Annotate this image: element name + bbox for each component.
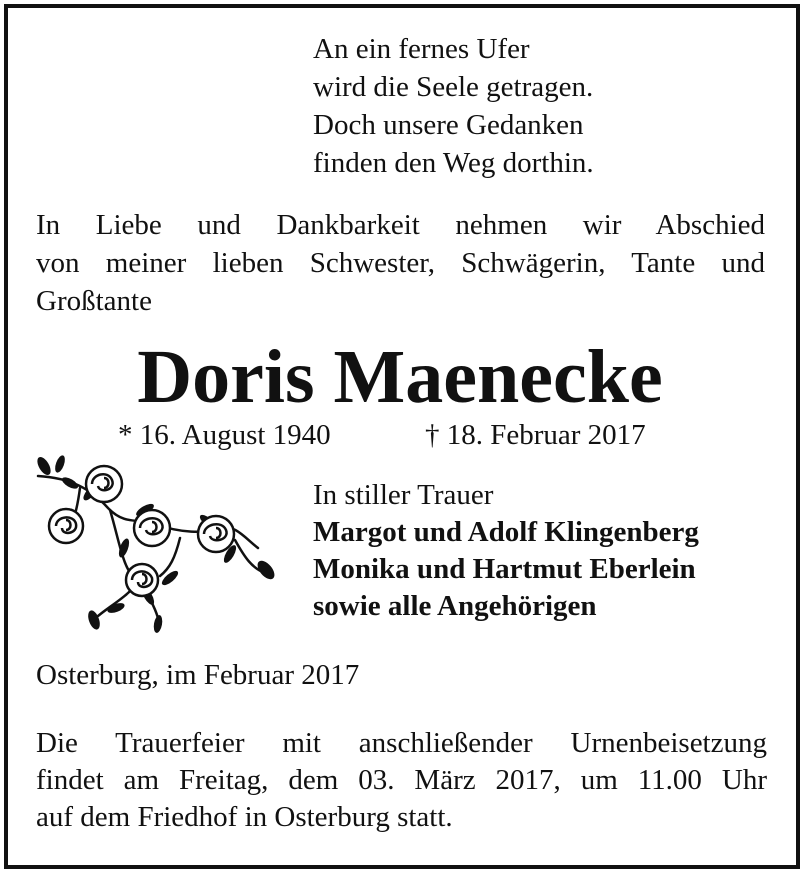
deceased-name: Doris Maenecke — [137, 335, 663, 419]
mourner-name: sowie alle Angehörigen — [313, 590, 597, 622]
poem-line: An ein fernes Ufer — [313, 33, 530, 65]
funeral-info — [36, 725, 767, 836]
intro-line: In Liebe und Dankbarkeit nehmen wir Abschied — [36, 209, 765, 241]
mourner-name: Monika und Hartmut Eberlein — [313, 553, 696, 585]
poem-line: Doch unsere Gedanken — [313, 109, 584, 141]
intro-line: Großtante — [36, 285, 152, 317]
mourner-name: Margot und Adolf Klingenberg — [313, 516, 699, 548]
place-date: Osterburg, im Februar 2017 — [36, 659, 360, 691]
intro-line: von meiner lieben Schwester, Schwägerin, Tante und — [36, 247, 765, 279]
intro-text — [36, 206, 765, 320]
birth-date: * 16. August 1940 — [118, 419, 331, 451]
death-date: † 18. Februar 2017 — [425, 419, 646, 451]
poem-line: finden den Weg dorthin. — [313, 147, 594, 179]
mourners-intro: In stiller Trauer — [313, 479, 494, 511]
poem — [313, 30, 594, 182]
roses-branch-icon — [30, 448, 290, 638]
mourners-block — [313, 477, 699, 625]
funeral-line: findet am Freitag, dem 03. März 2017, um 11.00 Uhr — [36, 764, 767, 796]
funeral-line: auf dem Friedhof in Osterburg statt. — [36, 801, 453, 833]
funeral-line: Die Trauerfeier mit anschließender Urnenbeisetzung — [36, 727, 767, 759]
poem-line: wird die Seele getragen. — [313, 71, 594, 103]
